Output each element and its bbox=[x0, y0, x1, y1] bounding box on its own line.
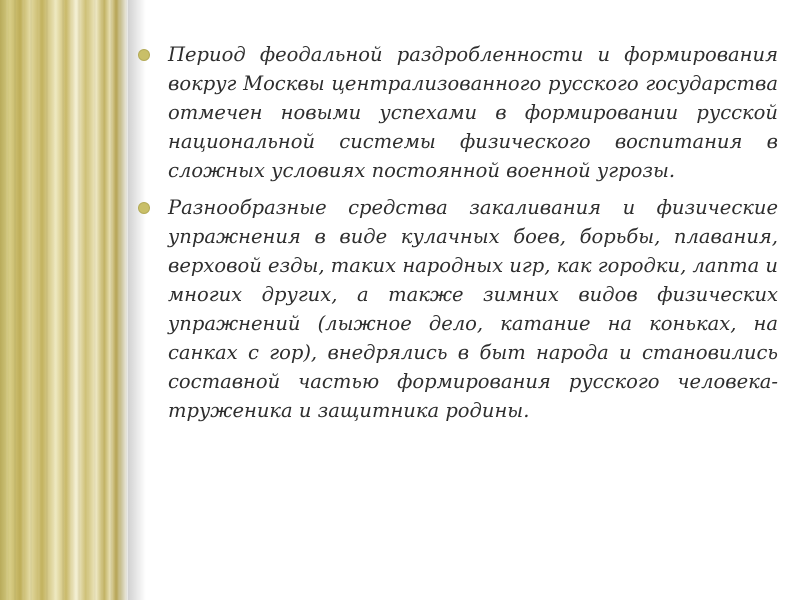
slide-content bbox=[136, 40, 778, 433]
bullet-text: Разнообразные средства закаливания и физические упражнения в виде кулачных боев, борьбы, плавания, верховой езды, таких народных игр, как городки, лапта и многих других, а также зимних видов физических упражнений (лыжное дело, катание на коньках, на санках с гор), внедрялись в быт народа и становились составной частью формирования русского человека-труженика и защитника родины. bbox=[168, 196, 778, 422]
decorative-left-band bbox=[0, 0, 128, 600]
bullet-item bbox=[136, 40, 778, 185]
bullet-icon bbox=[138, 49, 150, 61]
bullet-list bbox=[136, 40, 778, 425]
bullet-text: Период феодальной раздробленности и формирования вокруг Москвы централизованного русского государства отмечен новыми успехами в формировании русской национальной системы физического воспитания в сложных условиях постоянной военной угрозы. bbox=[168, 43, 778, 182]
bullet-item bbox=[136, 193, 778, 425]
bullet-icon bbox=[138, 202, 150, 214]
